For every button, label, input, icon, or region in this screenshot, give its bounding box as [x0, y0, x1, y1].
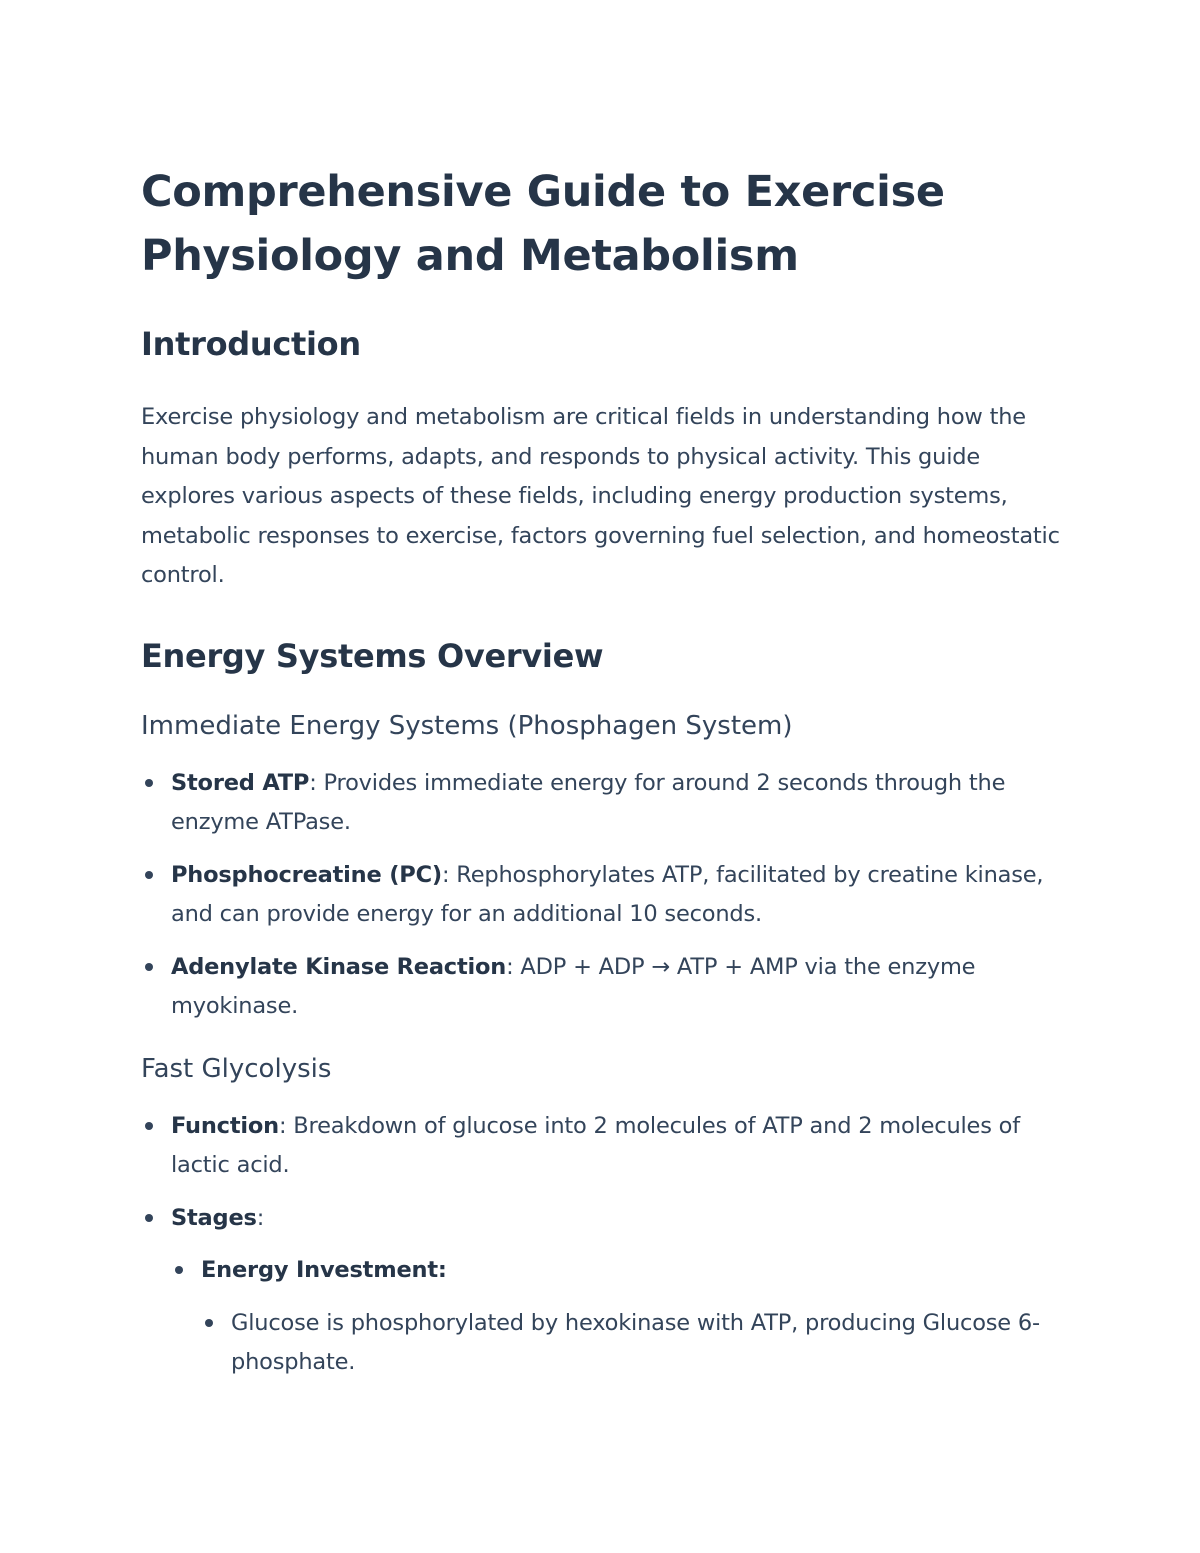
immediate-energy-heading: Immediate Energy Systems (Phosphagen System) — [141, 710, 793, 741]
list-item — [171, 1251, 1061, 1383]
list-item — [141, 1199, 1061, 1383]
list-item-term: Phosphocreatine (PC) — [171, 861, 442, 888]
bullet-icon — [145, 871, 153, 879]
bullet-icon — [145, 963, 153, 971]
bullet-icon — [145, 779, 153, 787]
list-item-term: Function — [171, 1112, 279, 1139]
bullet-icon — [145, 1122, 153, 1130]
introduction-heading: Introduction — [141, 325, 361, 363]
list-item — [201, 1304, 1061, 1383]
list-item-term: Adenylate Kinase Reaction — [171, 953, 507, 980]
list-item — [141, 948, 1061, 1027]
list-item-term: Energy Investment — [201, 1257, 438, 1283]
energy-systems-heading: Energy Systems Overview — [141, 636, 604, 675]
immediate-energy-list — [141, 764, 1061, 1027]
energy-investment-list — [201, 1304, 1061, 1383]
list-item-term: Stages — [171, 1204, 257, 1231]
fast-glycolysis-list — [141, 1107, 1061, 1383]
introduction-paragraph: Exercise physiology and metabolism are critical fields in understanding how the human body performs, adapts, and responds to physical activity. This guide explores various aspects of these fields, including energy production systems, metabolic responses to exercise, factors governing fuel selection, and homeostatic control. — [141, 404, 1060, 588]
bullet-icon — [175, 1266, 183, 1274]
document-page — [141, 160, 1061, 1396]
list-item-text: : — [437, 1257, 447, 1283]
document-title: Comprehensive Guide to Exercise Physiology and Metabolism — [141, 167, 945, 281]
fast-glycolysis-heading: Fast Glycolysis — [141, 1053, 332, 1084]
list-item — [141, 856, 1061, 935]
list-item-text: : Rephosphorylates ATP, facilitated by creatine kinase, and can provide energy for an additional 10 seconds. — [171, 861, 1044, 927]
list-item-text: : Breakdown of glucose into 2 molecules of ATP and 2 molecules of lactic acid. — [171, 1112, 1020, 1178]
bullet-icon — [205, 1319, 213, 1327]
list-item — [141, 1107, 1061, 1186]
list-item-text: : — [256, 1204, 265, 1231]
bullet-icon — [145, 1214, 153, 1222]
list-item — [141, 764, 1061, 843]
list-item-text: : Provides immediate energy for around 2 seconds through the enzyme ATPase. — [171, 769, 1006, 835]
list-item-text: Glucose is phosphorylated by hexokinase with ATP, producing Glucose 6-phosphate. — [231, 1309, 1040, 1375]
list-item-text: : ADP + ADP → ATP + AMP via the enzyme myokinase. — [171, 953, 976, 1019]
stages-list — [171, 1251, 1061, 1383]
list-item-term: Stored ATP — [171, 769, 310, 796]
